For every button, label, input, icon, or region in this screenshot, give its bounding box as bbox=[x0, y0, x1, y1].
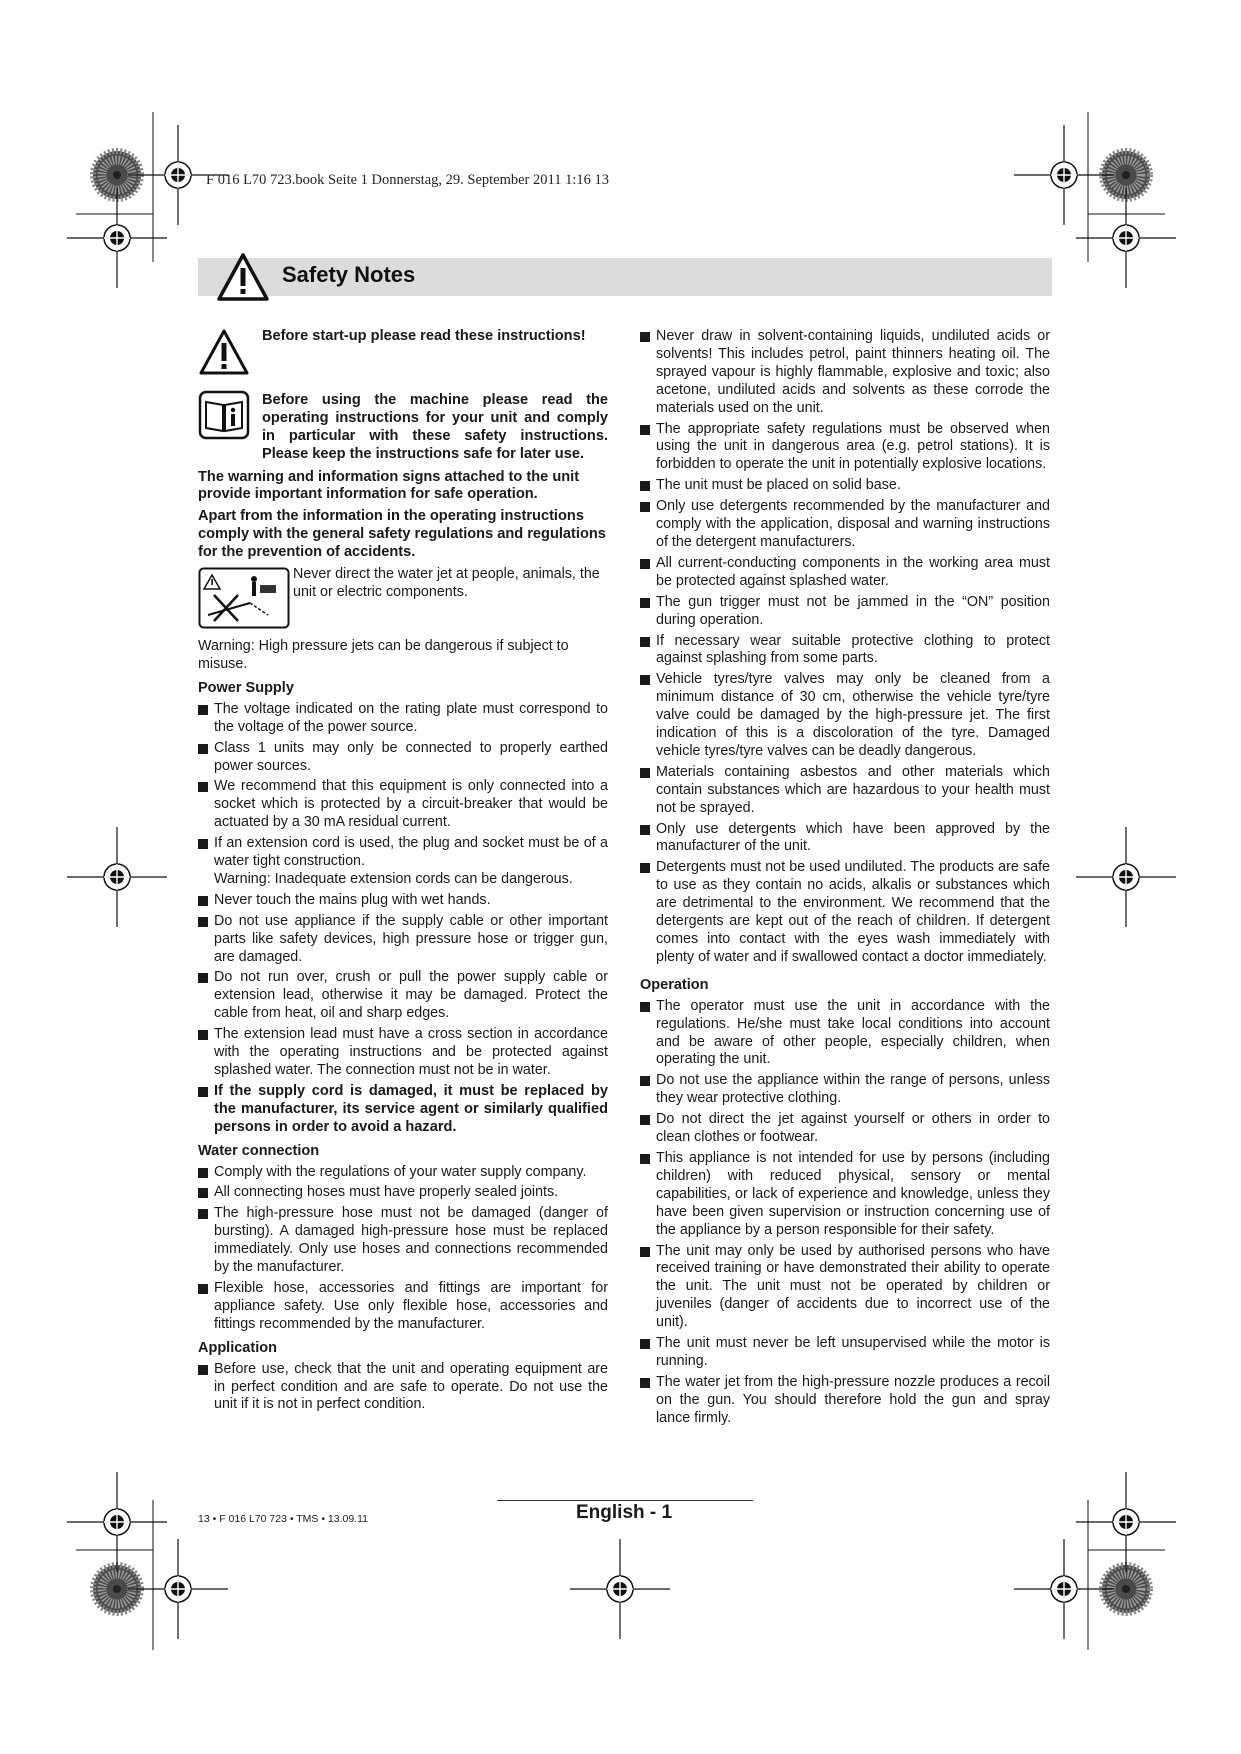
list-item: The unit must be placed on solid base. bbox=[640, 477, 1050, 495]
read-instructions-note: Before start-up please read these instructions! bbox=[262, 328, 586, 344]
operation-list bbox=[640, 998, 1050, 1428]
application-list-continued bbox=[640, 328, 1050, 967]
application-list-start bbox=[198, 1361, 608, 1415]
list-item: The extension lead must have a cross section in accordance with the operating instructions and be protected against splashed water. The connection must not be in water. bbox=[198, 1026, 608, 1080]
list-item: Do not use appliance if the supply cable or other important parts like safety devices, high pressure hose or trigger gun, are damaged. bbox=[198, 913, 608, 967]
list-item: Before use, check that the unit and operating equipment are in perfect condition and are safe to operate. Do not use the unit if it is not in perfect condition. bbox=[198, 1361, 608, 1415]
list-item: Never touch the mains plug with wet hands. bbox=[198, 892, 608, 910]
page-title: Safety Notes bbox=[282, 262, 416, 287]
list-item: Never draw in solvent-containing liquids, undiluted acids or solvents! This includes petrol, paint thinners heating oil. The sprayed vapour is highly flammable, explosive and toxic; also acetone, undiluted acids and solvents as these corrode the materials used on the unit. bbox=[640, 328, 1050, 418]
operation-heading: Operation bbox=[640, 976, 709, 993]
list-item: The appropriate safety regulations must be observed when using the unit in dangerous area (e.g. petrol stations). It is forbidden to operate the unit in potentially explosive locations. bbox=[640, 421, 1050, 475]
list-item: This appliance is not intended for use by persons (including children) with reduced physical, sensory or mental capabilities, or lack of experience and knowledge, unless they have been given supervision or instruction concerning use of the appliance by a person responsible for their safety. bbox=[640, 1150, 1050, 1240]
list-item: Vehicle tyres/tyre valves may only be cleaned from a minimum distance of 30 cm, otherwise the vehicle tyre/tyre valve could be damaged by the high-pressure jet. The first indication of this is a discoloration of the tyre. Damaged vehicle tyres/tyre valves can be deadly dangerous. bbox=[640, 671, 1050, 761]
manual-note: Before using the machine please read the operating instructions for your unit and comply in particular with these safety instructions. Please keep the instructions safe for later use. bbox=[262, 391, 608, 462]
list-item: The operator must use the unit in accordance with the regulations. He/she must take local conditions into account and be aware of other people, especially children, when operating the unit. bbox=[640, 998, 1050, 1070]
list-item: The unit may only be used by authorised persons who have received training or have demonstrated their ability to operate the unit. The unit must not be operated by children or juveniles (danger of accidents due to incorrect use of the unit). bbox=[640, 1243, 1050, 1333]
list-item: Do not use the appliance within the range of persons, unless they wear protective clothing. bbox=[640, 1072, 1050, 1108]
footer-page-label: English - 1 bbox=[576, 1502, 673, 1523]
list-item: The water jet from the high-pressure nozzle produces a recoil on the gun. You should therefore hold the gun and spray lance firmly. bbox=[640, 1374, 1050, 1428]
warning-signs-note: The warning and information signs attached to the unit provide important information for safe operation. bbox=[198, 468, 580, 503]
list-item: All current-conducting components in the working area must be protected against splashed water. bbox=[640, 555, 1050, 591]
list-item: All connecting hoses must have properly sealed joints. bbox=[198, 1184, 608, 1202]
list-item: Only use detergents which have been approved by the manufacturer of the unit. bbox=[640, 821, 1050, 857]
right-column bbox=[640, 328, 1050, 1434]
application-heading: Application bbox=[198, 1339, 277, 1356]
list-item: The high-pressure hose must not be damaged (danger of bursting). A damaged high-pressure hose must be replaced immediately. Only use hoses and connections recommended by the manufacturer. bbox=[198, 1205, 608, 1277]
water-connection-heading: Water connection bbox=[198, 1142, 320, 1159]
list-item: If the supply cord is damaged, it must be replaced by the manufacturer, its service agent or similarly qualified persons in order to avoid a hazard. bbox=[198, 1083, 608, 1137]
power-supply-list bbox=[198, 701, 608, 1137]
footer-divider bbox=[497, 1500, 753, 1501]
list-item: Materials containing asbestos and other materials which contain substances which are hazardous to your health must not be sprayed. bbox=[640, 764, 1050, 818]
file-header-info: F 016 L70 723.book Seite 1 Donnerstag, 29. September 2011 1:16 13 bbox=[206, 172, 610, 188]
list-item: Detergents must not be used undiluted. The products are safe to use as they contain no acids, alkalis or substances which are detrimental to the environment. We recommend that the detergents are kept out of the reach of children. If detergent comes into contact with the eyes wash immediately with plenty of water and if swallowed contact a doctor immediately. bbox=[640, 859, 1050, 966]
list-item: Do not direct the jet against yourself or others in order to clean clothes or footwear. bbox=[640, 1111, 1050, 1147]
list-item: Class 1 units may only be connected to properly earthed power sources. bbox=[198, 740, 608, 776]
list-item-text: If an extension cord is used, the plug and socket must be of a water tight construction. bbox=[214, 835, 608, 870]
left-column bbox=[198, 328, 608, 1420]
list-item: Only use detergents recommended by the manufacturer and comply with the application, disposal and warning instructions of the detergent manufacturers. bbox=[640, 498, 1050, 552]
list-item: The gun trigger must not be jammed in the “ON” position during operation. bbox=[640, 594, 1050, 630]
jet-warning-text: Never direct the water jet at people, animals, the unit or electric components. bbox=[293, 566, 600, 600]
footer-doc-code: 13 • F 016 L70 723 • TMS • 13.09.11 bbox=[198, 1513, 368, 1525]
warning-triangle-icon bbox=[216, 252, 270, 302]
list-item bbox=[198, 835, 608, 889]
list-item: If necessary wear suitable protective clothing to protect against splashing from some parts. bbox=[640, 633, 1050, 669]
pressure-warning-text: Warning: High pressure jets can be dangerous if subject to misuse. bbox=[198, 638, 569, 672]
extension-warning-text: Warning: Inadequate extension cords can be dangerous. bbox=[214, 870, 573, 887]
list-item: Comply with the regulations of your water supply company. bbox=[198, 1164, 608, 1182]
list-item: We recommend that this equipment is only connected into a socket which is protected by a circuit-breaker that would be actuated by a 30 mA residual current. bbox=[198, 778, 608, 832]
general-regulations-note: Apart from the information in the operating instructions comply with the general safety regulations and regulations for the prevention of accidents. bbox=[198, 508, 606, 561]
list-item: The voltage indicated on the rating plate must correspond to the voltage of the power source. bbox=[198, 701, 608, 737]
list-item: The unit must never be left unsupervised while the motor is running. bbox=[640, 1335, 1050, 1371]
power-supply-heading: Power Supply bbox=[198, 679, 294, 696]
list-item: Do not run over, crush or pull the power supply cable or extension lead, otherwise it may be damaged. Protect the cable from heat, oil and sharp edges. bbox=[198, 969, 608, 1023]
list-item: Flexible hose, accessories and fittings are important for appliance safety. Use only flexible hose, accessories and fittings recommended by the manufacturer. bbox=[198, 1280, 608, 1334]
water-connection-list bbox=[198, 1164, 608, 1334]
